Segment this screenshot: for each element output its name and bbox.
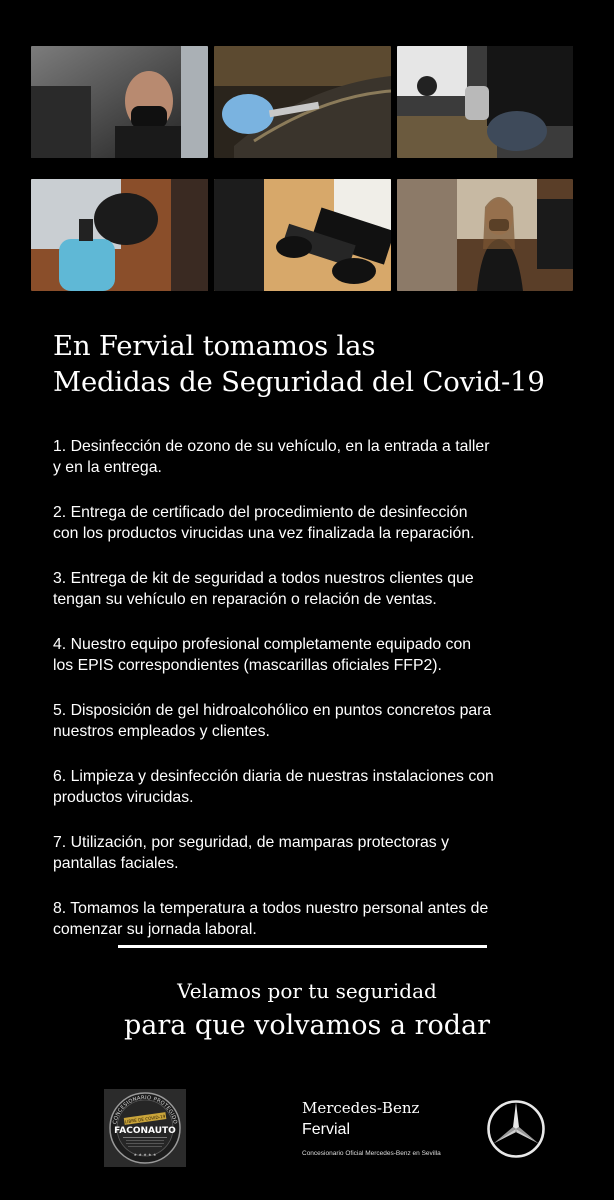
slogan-line-1: Velamos por tu seguridad bbox=[177, 979, 437, 1003]
list-item bbox=[53, 502, 573, 544]
list-item bbox=[53, 766, 573, 808]
page-title bbox=[53, 328, 593, 400]
dealer-brand bbox=[302, 1098, 512, 1159]
measure-text: 4. Nuestro equipo profesional completamente equipado con bbox=[53, 636, 472, 653]
measure-text: 6. Limpieza y desinfección diaria de nuestras instalaciones con bbox=[53, 768, 494, 785]
measure-text: con los productos virucidas una vez finalizada la reparación. bbox=[53, 525, 475, 542]
measure-text: 8. Tomamos la temperatura a todos nuestro personal antes de bbox=[53, 900, 489, 917]
mechanic-with-mask-photo bbox=[31, 46, 208, 158]
photo-grid bbox=[31, 46, 573, 292]
measure-text: nuestros empleados y clientes. bbox=[53, 723, 270, 740]
measure-text: tengan su vehículo en reparación o relación de ventas. bbox=[53, 591, 437, 608]
list-item bbox=[53, 634, 573, 676]
list-item bbox=[53, 700, 573, 742]
dealer-description: Concesionario Oficial Mercedes-Benz en Sevilla bbox=[302, 1150, 441, 1157]
seal-ribbon-text: LIBRE DE COVID-19 bbox=[124, 1113, 166, 1125]
slogan-line-2: para que volvamos a rodar bbox=[123, 1010, 491, 1041]
gloved-hand-disinfecting-car-photo bbox=[214, 46, 391, 158]
hand-sanitizer-dispenser-photo bbox=[31, 179, 208, 291]
receptionist-with-mask-photo bbox=[397, 179, 573, 291]
measure-text: 2. Entrega de certificado del procedimiento de desinfección bbox=[53, 504, 468, 521]
safety-measures-list bbox=[53, 436, 573, 964]
seal-brand-text: FACONAUTO bbox=[114, 1126, 176, 1136]
list-item bbox=[53, 436, 573, 478]
title-line-2: Medidas de Seguridad del Covid-19 bbox=[53, 366, 545, 398]
measure-text: 5. Disposición de gel hidroalcohólico en puntos concretos para bbox=[53, 702, 492, 719]
measure-text: comenzar su jornada laboral. bbox=[53, 921, 257, 938]
measure-text: y en la entrega. bbox=[53, 459, 162, 476]
technician-spraying-photo bbox=[397, 46, 573, 158]
measure-text: 3. Entrega de kit de seguridad a todos nuestros clientes que bbox=[53, 570, 474, 587]
title-line-1: En Fervial tomamos las bbox=[53, 330, 376, 362]
list-item bbox=[53, 898, 573, 940]
list-item bbox=[53, 832, 573, 874]
divider bbox=[118, 945, 487, 948]
measure-text: 1. Desinfección de ozono de su vehículo, en la entrada a taller bbox=[53, 438, 490, 455]
list-item bbox=[53, 568, 573, 610]
brand-name: Mercedes-Benz bbox=[302, 1099, 420, 1117]
measure-text: productos virucidas. bbox=[53, 789, 194, 806]
svg-text:★ ★ ★ ★ ★: ★ ★ ★ ★ ★ bbox=[133, 1152, 157, 1157]
mercedes-star-icon bbox=[486, 1099, 546, 1159]
seal-top-text: CONCESIONARIO PROTEGIDO bbox=[112, 1094, 178, 1125]
measure-text: pantallas faciales. bbox=[53, 855, 179, 872]
gloved-hands-keyboard-photo bbox=[214, 179, 391, 291]
faconauto-seal-logo bbox=[104, 1089, 186, 1167]
measure-text: los EPIS correspondientes (mascarillas oficiales FFP2). bbox=[53, 657, 442, 674]
measure-text: 7. Utilización, por seguridad, de mamparas protectoras y bbox=[53, 834, 449, 851]
dealer-name: Fervial bbox=[302, 1121, 351, 1138]
